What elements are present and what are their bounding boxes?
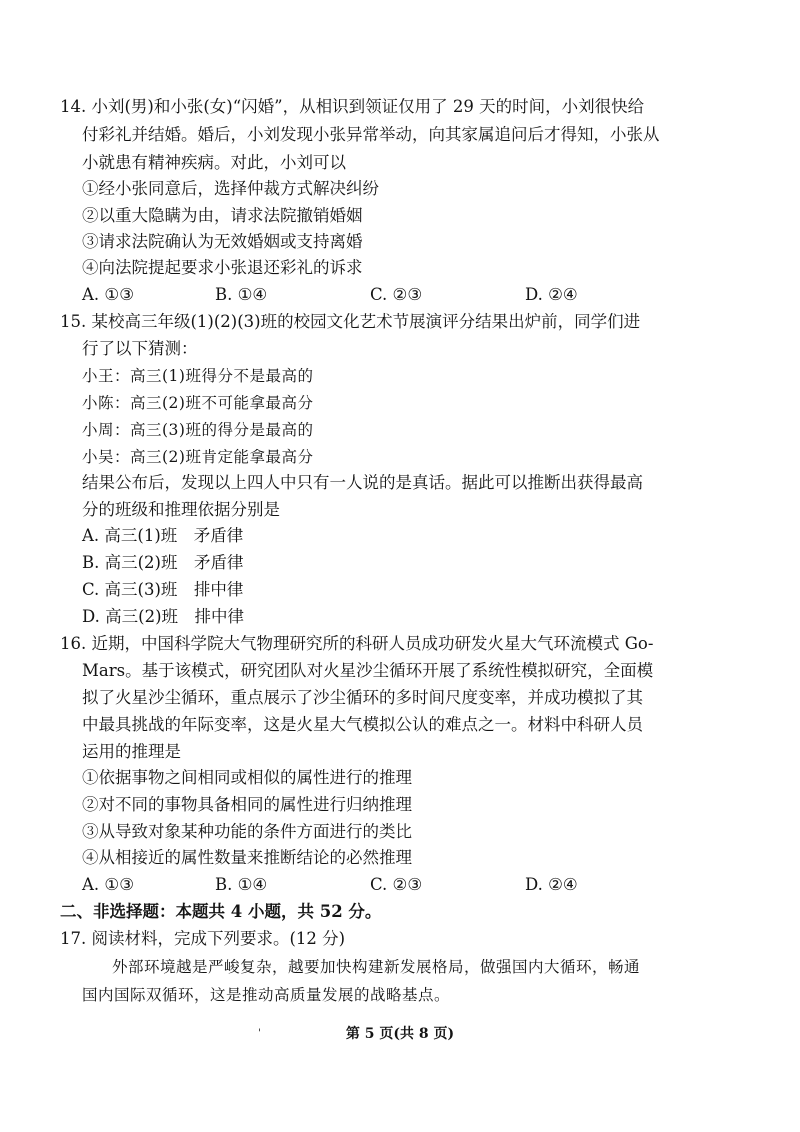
q15-line-8: 分的班级和推理依据分别是 (82, 500, 280, 519)
section-heading: 二、非选择题：本题共 4 小题，共 52 分。 (60, 902, 382, 921)
q15-guess-4: 小吴：高三(2)班肯定能拿最高分 (82, 448, 314, 466)
q17-title: 17. 阅读材料，完成下列要求。(12 分) (60, 929, 346, 948)
q15-line-2: 行了以下猜测： (82, 339, 198, 358)
q16-option-c: C. ②③ (370, 875, 423, 894)
q16-option-b: B. ①④ (215, 875, 268, 894)
q16-choice-4: ④从相接近的属性数量来推断结论的必然推理 (82, 848, 412, 867)
q14-option-c: C. ②③ (370, 285, 423, 304)
q17-material-line-1: 外部环境越是严峻复杂，越要加快构建新发展格局，做强国内大循环，畅通 (112, 958, 641, 976)
page-number: 第 5 页(共 8 页) (345, 1026, 455, 1042)
q16-line-3: 拟了火星沙尘循环，重点展示了沙尘循环的多时间尺度变率，并成功模拟了其 (82, 688, 643, 707)
q15-line-1: 15. 某校高三年级(1)(2)(3)班的校园文化艺术节展演评分结果出炉前，同学们进 (60, 312, 641, 331)
q16-choice-3: ③从导致对象某种功能的条件方面进行的类比 (82, 822, 412, 841)
q16-choice-1: ①依据事物之间相同或相似的属性进行的推理 (82, 768, 412, 787)
q15-guess-2: 小陈：高三(2)班不可能拿最高分 (82, 394, 314, 412)
q16-choice-2: ②对不同的事物具备相同的属性进行归纳推理 (82, 795, 412, 814)
q16-line-4: 中最具挑战的年际变率，这是火星大气模拟公认的难点之一。材料中科研人员 (82, 715, 643, 734)
q16-line-2: Mars。基于该模式，研究团队对火星沙尘循环开展了系统性模拟研究，全面模 (82, 661, 654, 680)
q15-option-d: D. 高三(2)班 排中律 (82, 607, 245, 626)
q15-guess-1: 小王：高三(1)班得分不是最高的 (82, 367, 314, 385)
q14-line-1: 14. 小刘(男)和小张(女)“闪婚”，从相识到领证仅用了 29 天的时间，小刘很快给 (60, 97, 645, 116)
q14-option-a: A. ①③ (82, 285, 134, 304)
q16-line-1: 16. 近期，中国科学院大气物理研究所的科研人员成功研发火星大气环流模式 Go- (60, 634, 654, 653)
q16-option-d: D. ②④ (525, 875, 578, 894)
q15-line-7: 结果公布后，发现以上四人中只有一人说的是真话。据此可以推断出获得最高 (82, 473, 643, 492)
q14-choice-4: ④向法院提起要求小张退还彩礼的诉求 (82, 258, 363, 277)
q15-option-c: C. 高三(3)班 排中律 (82, 580, 244, 599)
q14-option-d: D. ②④ (525, 285, 578, 304)
q15-option-a: A. 高三(1)班 矛盾律 (82, 526, 244, 545)
q17-material-line-2: 国内国际双循环，这是推动高质量发展的战略基点。 (82, 986, 451, 1004)
q14-option-b: B. ①④ (215, 285, 268, 304)
q14-choice-3: ③请求法院确认为无效婚姻或支持离婚 (82, 232, 363, 251)
q15-guess-3: 小周：高三(3)班的得分是最高的 (82, 421, 314, 439)
q14-choice-1: ①经小张同意后，选择仲裁方式解决纠纷 (82, 179, 379, 198)
q16-line-5: 运用的推理是 (82, 742, 181, 761)
q15-option-b: B. 高三(2)班 矛盾律 (82, 553, 244, 572)
q16-option-a: A. ①③ (82, 875, 134, 894)
q14-line-2: 付彩礼并结婚。婚后，小刘发现小张异常举动，向其家属追问后才得知，小张从 (82, 125, 660, 144)
q14-line-3: 小就患有精神疾病。对此，小刘可以 (82, 153, 346, 172)
footer-mark: ' (258, 1028, 261, 1039)
q14-choice-2: ②以重大隐瞒为由，请求法院撤销婚姻 (82, 206, 363, 225)
